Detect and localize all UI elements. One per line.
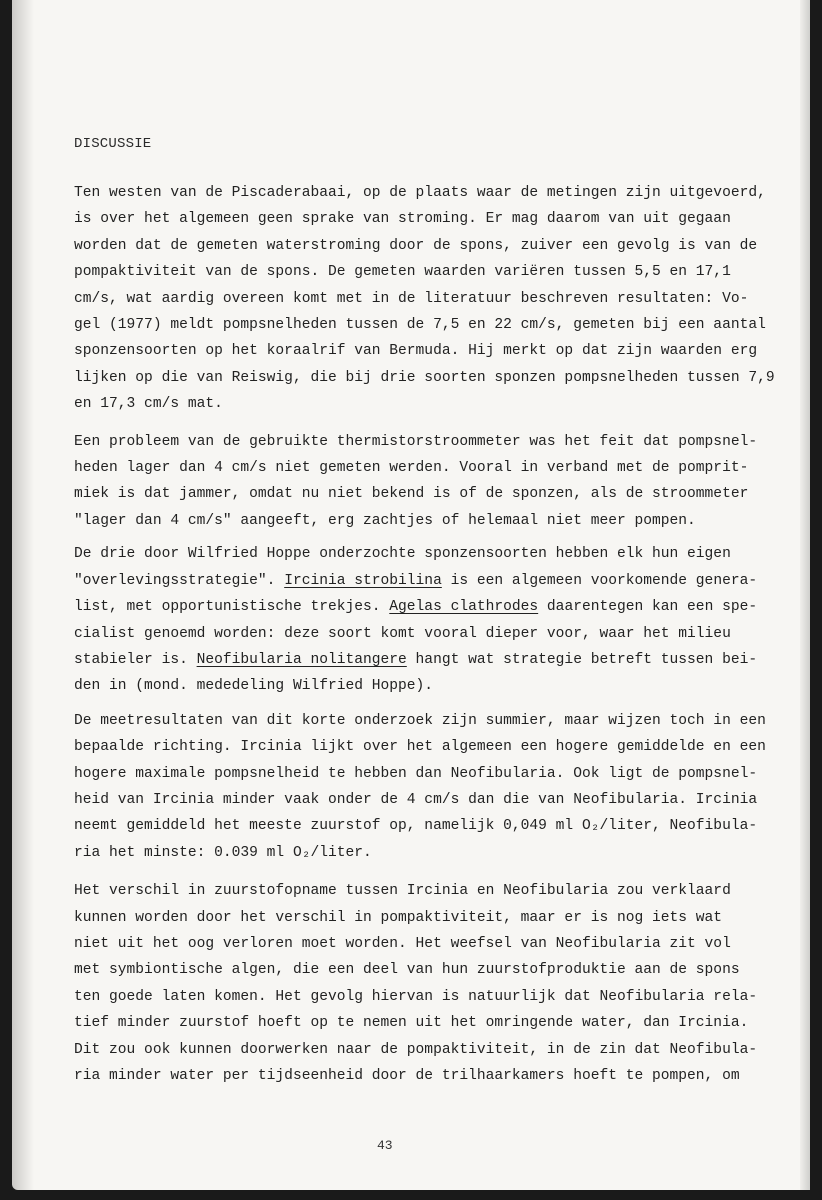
text-line: [74, 206, 744, 232]
text-run: list, met opportunistische trekjes.: [74, 599, 390, 616]
text-line: [74, 931, 744, 957]
text-run: hangt wat strategie betreft tussen bei-: [406, 651, 758, 668]
text-run: cm/s, wat aardig overeen komt met in de literatuur beschreven resultaten: Vo-: [74, 290, 749, 307]
text-run: miek is dat jammer, omdat nu niet bekend is of de sponzen, als de stroommeter: [74, 486, 749, 503]
page-number: 43: [377, 1138, 393, 1153]
text-line: [74, 1037, 758, 1063]
text-run: en 17,3 cm/s mat.: [74, 396, 223, 413]
paragraph: [74, 429, 758, 535]
text-line: [74, 1010, 749, 1036]
text-line: [74, 338, 758, 364]
text-run: worden dat de gemeten waterstroming door de spons, zuiver een gevolg is van de: [74, 237, 758, 254]
text-line: [74, 840, 744, 866]
text-line: [74, 905, 744, 931]
text-run: sponzensoorten op het koraalrif van Bermuda. Hij merkt op dat zijn waarden erg: [74, 343, 758, 360]
text-run: pompaktiviteit van de spons. De gemeten waarden variëren tussen 5,5 en 17,1: [74, 264, 731, 281]
text-run: cialist genoemd worden: deze soort komt vooral dieper voor, waar het milieu: [74, 625, 731, 642]
text-run: hogere maximale pompsnelheid te hebben dan Neofibularia. Ook ligt de pompsnel-: [74, 765, 758, 782]
text-line: [74, 391, 744, 417]
text-line: [74, 312, 766, 338]
paragraph: [74, 708, 766, 866]
text-run: met symbiontische algen, die een deel van hun zuurstofproduktie aan de spons: [74, 962, 740, 979]
text-line: [74, 734, 766, 760]
text-line: [74, 259, 744, 285]
text-run: ria minder water per tijdseenheid door de trilhaarkamers hoeft te pompen, om: [74, 1068, 740, 1084]
text-run: De meetresultaten van dit korte onderzoek zijn summier, maar wijzen toch in een: [74, 712, 766, 729]
text-run: bepaalde richting. Ircinia lijkt over het algemeen een hogere gemiddelde en een: [74, 739, 766, 756]
text-run: Dit zou ook kunnen doorwerken naar de pompaktiviteit, in de zin dat Neofibula-: [74, 1041, 758, 1058]
text-run: gel (1977) meldt pompsnelheden tussen de 7,5 en 22 cm/s, gemeten bij een aantal: [74, 317, 766, 334]
page-edge: [800, 0, 810, 1190]
text-run: ten goede laten komen. Het gevolg hiervan is natuurlijk dat Neofibularia rela-: [74, 988, 758, 1005]
text-run: "lager dan 4 cm/s" aangeeft, erg zachtjes of helemaal niet meer pompen.: [74, 512, 696, 529]
text-run: Ten westen van de Piscaderabaai, op de plaats waar de metingen zijn uitgevoerd,: [74, 185, 766, 201]
text-line: [74, 761, 758, 787]
text-line: [74, 481, 749, 507]
text-line: [74, 568, 758, 594]
text-run: is over het algemeen geen sprake van stroming. Er mag daarom van uit gegaan: [74, 211, 731, 228]
text-line: [74, 286, 749, 312]
species-name: Neofibularia nolitangere: [196, 651, 407, 668]
text-line: [74, 673, 744, 699]
paragraph: [74, 541, 758, 699]
text-line: [74, 508, 744, 534]
text-run: Een probleem van de gebruikte thermistorstroommeter was het feit dat pompsnel-: [74, 433, 758, 450]
text-run: niet uit het oog verloren moet worden. Het weefsel van Neofibularia zit vol: [74, 935, 731, 952]
text-line: [74, 1063, 744, 1089]
species-name: Agelas clathrodes: [389, 599, 539, 616]
text-line: [74, 429, 758, 455]
text-run: De drie door Wilfried Hoppe onderzochte sponzensoorten hebben elk hun eigen: [74, 546, 731, 563]
body-text: [74, 180, 775, 1105]
paragraph: [74, 180, 775, 418]
text-line: [74, 233, 758, 259]
text-run: lijken op die van Reiswig, die bij drie soorten sponzen pompsnelheden tussen 7,9: [74, 369, 775, 386]
text-line: [74, 621, 744, 647]
text-line: [74, 984, 758, 1010]
binding-gutter: [12, 0, 34, 1190]
text-run: is een algemeen voorkomende genera-: [441, 572, 758, 589]
text-line: [74, 708, 766, 734]
species-name: Ircinia strobilina: [284, 572, 442, 589]
text-run: stabieler is.: [74, 651, 197, 668]
text-run: "overlevingsstrategie".: [74, 572, 285, 589]
paragraph: [74, 878, 758, 1089]
text-run: tief minder zuurstof hoeft op te nemen uit het omringende water, dan Ircinia.: [74, 1015, 749, 1032]
document-page: [12, 0, 810, 1190]
text-line: [74, 813, 758, 839]
text-run: daarentegen kan een spe-: [538, 599, 758, 616]
text-line: [74, 365, 775, 391]
text-run: neemt gemiddeld het meeste zuurstof op, namelijk 0,049 ml O₂/liter, Neofibula-: [74, 818, 758, 835]
text-line: [74, 455, 749, 481]
text-run: kunnen worden door het verschil in pompaktiviteit, maar er is nog iets wat: [74, 909, 723, 926]
text-line: [74, 878, 744, 904]
text-line: [74, 180, 766, 206]
text-line: [74, 787, 758, 813]
text-line: [74, 957, 744, 983]
text-line: [74, 594, 758, 620]
text-run: heden lager dan 4 cm/s niet gemeten werden. Vooral in verband met de pomprit-: [74, 460, 749, 477]
text-line: [74, 541, 744, 567]
text-line: [74, 647, 758, 673]
text-run: Het verschil in zuurstofopname tussen Ircinia en Neofibularia zou verklaard: [74, 883, 731, 900]
text-run: heid van Ircinia minder vaak onder de 4 cm/s dan die van Neofibularia. Ircinia: [74, 791, 758, 808]
text-run: ria het minste: 0.039 ml O₂/liter.: [74, 844, 372, 861]
section-heading: DISCUSSIE: [74, 136, 152, 152]
text-run: den in (mond. mededeling Wilfried Hoppe).: [74, 678, 434, 695]
